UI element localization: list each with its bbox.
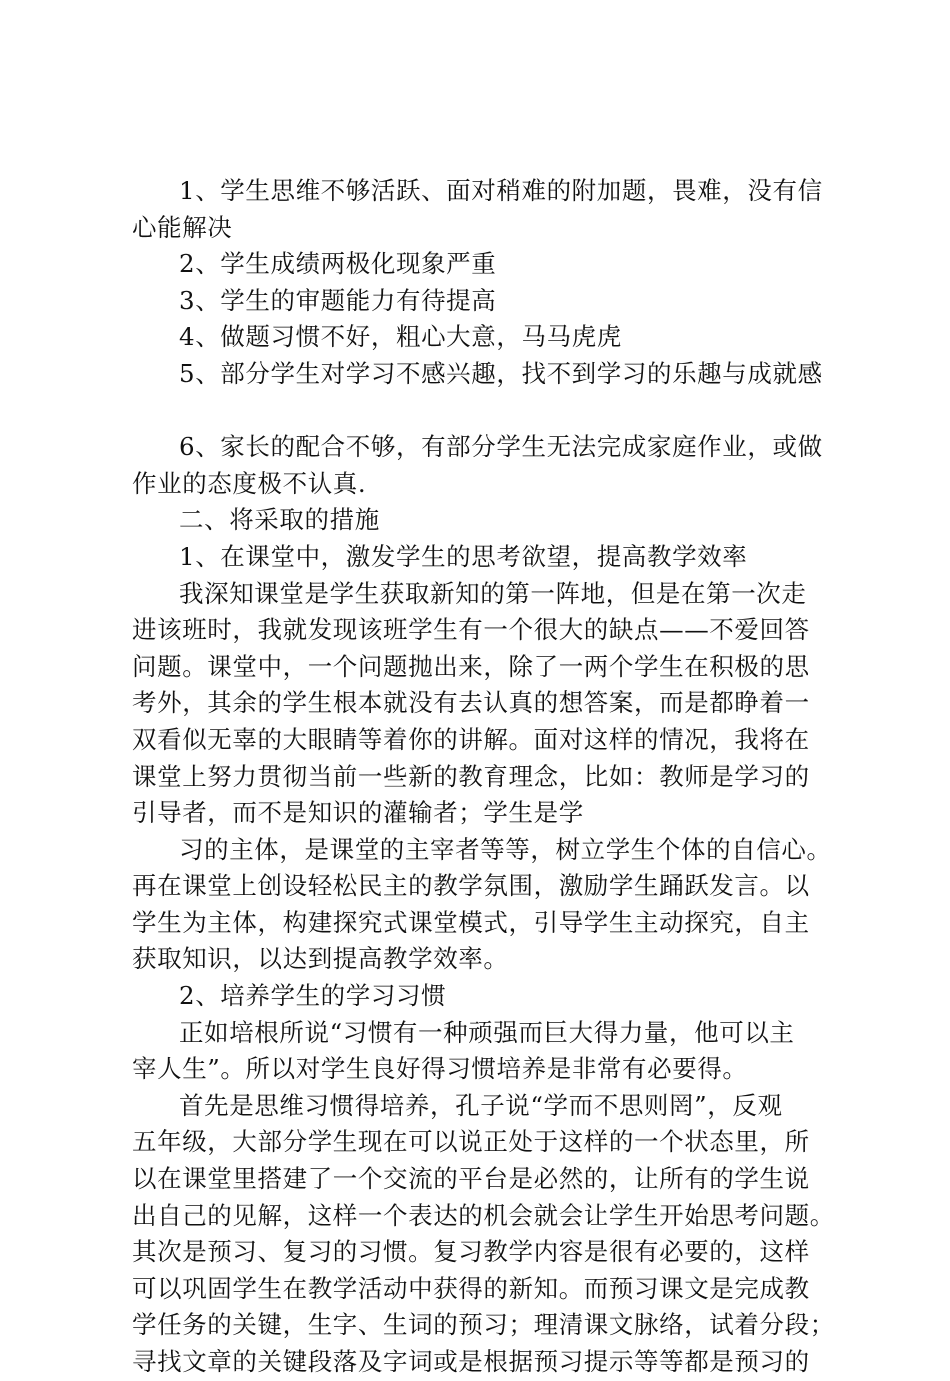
subheading-1: 1、在课堂中，激发学生的思考欲望，提高教学效率 bbox=[179, 541, 748, 571]
paragraph-line: 可以巩固学生在教学活动中获得的新知。而预习课文是完成教 bbox=[132, 1273, 810, 1303]
paragraph-line: 学生为主体，构建探究式课堂模式，引导学生主动探究，自主 bbox=[132, 907, 810, 937]
list-item-5: 5、部分学生对学习不感兴趣，找不到学习的乐趣与成就感 bbox=[179, 358, 823, 388]
paragraph-line: 宰人生”。所以对学生良好得习惯培养是非常有必要得。 bbox=[132, 1054, 748, 1084]
paragraph-line: 双看似无辜的大眼睛等着你的讲解。面对这样的情况，我将在 bbox=[132, 724, 810, 754]
paragraph-line: 学任务的关键，生字、生词的预习；理清课文脉络，试着分段； bbox=[132, 1310, 835, 1340]
list-item-2: 2、学生成绩两极化现象严重 bbox=[179, 249, 497, 279]
paragraph-line: 再在课堂上创设轻松民主的教学氛围，激励学生踊跃发言。以 bbox=[132, 871, 810, 901]
paragraph-line: 正如培根所说“习惯有一种顽强而巨大得力量，他可以主 bbox=[179, 1017, 795, 1047]
subheading-2: 2、培养学生的学习习惯 bbox=[179, 981, 447, 1011]
list-item-1-continued: 心能解决 bbox=[132, 212, 233, 242]
list-item-3: 3、学生的审题能力有待提高 bbox=[179, 285, 497, 315]
section-heading: 二、将采取的措施 bbox=[179, 505, 380, 535]
paragraph-line: 引导者，而不是知识的灌输者；学生是学 bbox=[132, 798, 584, 828]
paragraph-line: 考外，其余的学生根本就没有去认真的想答案，而是都睁着一 bbox=[132, 688, 810, 718]
paragraph-line: 习的主体，是课堂的主宰者等等，树立学生个体的自信心。 bbox=[179, 834, 832, 864]
paragraph-line: 其次是预习、复习的习惯。复习教学内容是很有必要的，这样 bbox=[132, 1237, 810, 1267]
paragraph-line: 进该班时，我就发现该班学生有一个很大的缺点——不爱回答 bbox=[132, 615, 810, 645]
list-item-6: 6、家长的配合不够，有部分学生无法完成家庭作业，或做 bbox=[179, 432, 823, 462]
paragraph-line: 以在课堂里搭建了一个交流的平台是必然的，让所有的学生说 bbox=[132, 1164, 810, 1194]
paragraph-line: 首先是思维习惯得培养，孔子说“学而不思则罔”，反观 bbox=[179, 1090, 783, 1120]
paragraph-line: 课堂上努力贯彻当前一些新的教育理念，比如：教师是学习的 bbox=[132, 761, 810, 791]
document-body bbox=[132, 173, 835, 1381]
blank-line bbox=[132, 393, 832, 430]
list-item-1: 1、学生思维不够活跃、面对稍难的附加题，畏难，没有信 bbox=[179, 176, 823, 205]
paragraph-line: 获取知识，以达到提高教学效率。 bbox=[132, 944, 509, 974]
paragraph-line: 我深知课堂是学生获取新知的第一阵地，但是在第一次走 bbox=[179, 578, 807, 608]
paragraph-line: 五年级，大部分学生现在可以说正处于这样的一个状态里，所 bbox=[132, 1127, 810, 1157]
paragraph-line: 出自己的见解，这样一个表达的机会就会让学生开始思考问题。 bbox=[132, 1200, 835, 1230]
paragraph-line: 问题。课堂中，一个问题抛出来，除了一两个学生在积极的思 bbox=[132, 651, 810, 681]
paragraph-line: 寻找文章的关键段落及字词或是根据预习提示等等都是预习的 bbox=[132, 1347, 810, 1376]
list-item-6-continued: 作业的态度极不认真. bbox=[132, 468, 367, 498]
list-item-4: 4、做题习惯不好，粗心大意，马马虎虎 bbox=[179, 322, 622, 352]
